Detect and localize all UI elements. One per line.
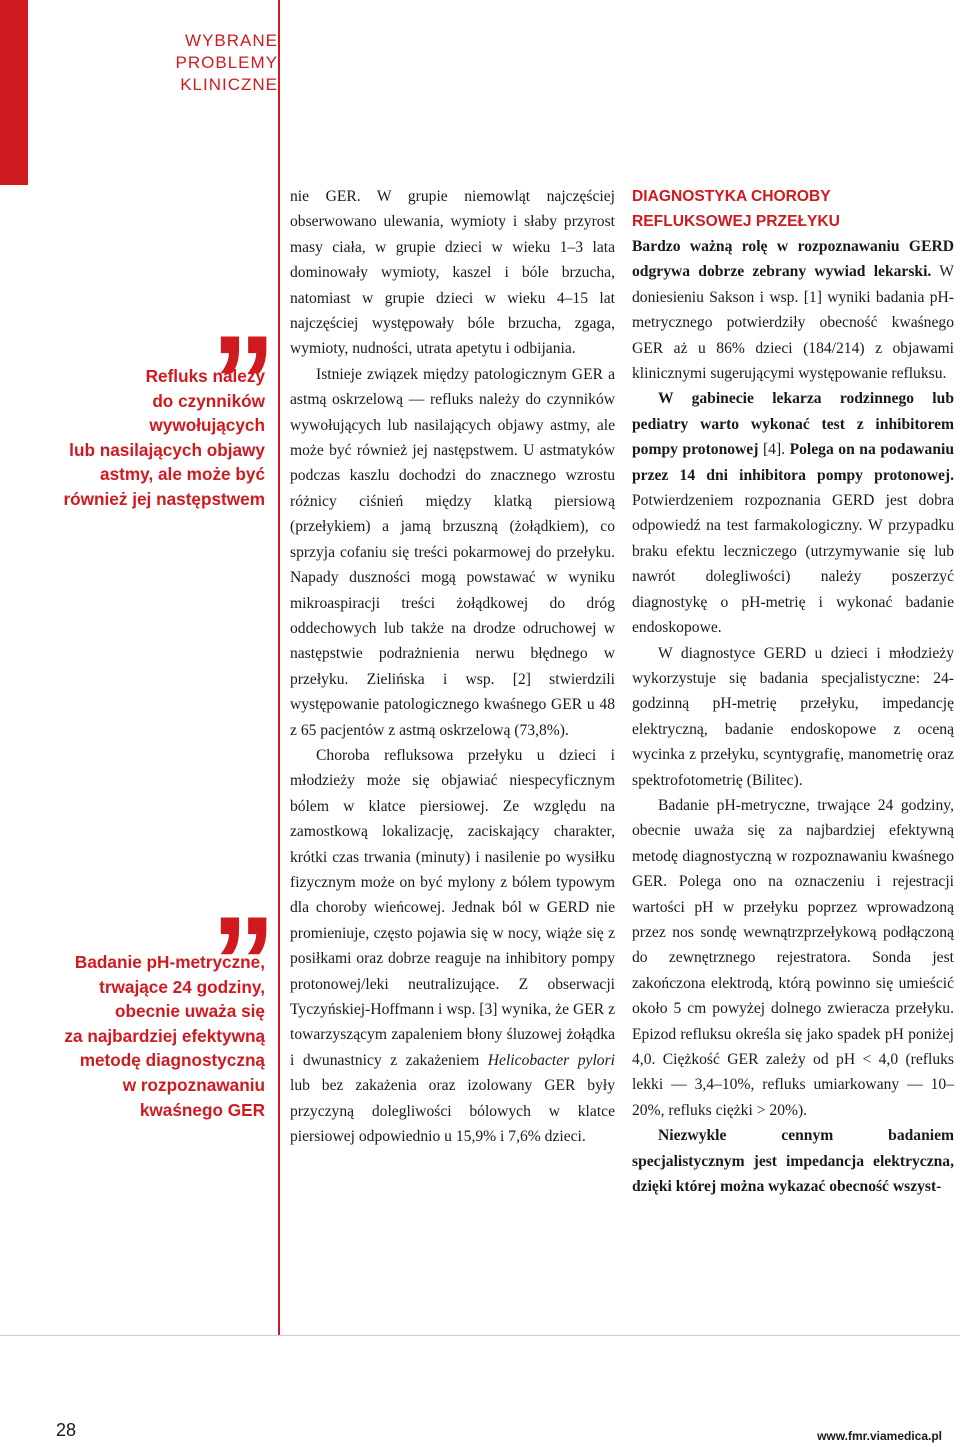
pull-quote-line: kwaśnego GER: [139, 1099, 265, 1120]
body-text: Potwierdzeniem rozpoznania GERD jest dobra odpowiedź na test farmakologiczny. W przypadku braku efektu leczniczego (utrzymywanie się lub nawrót dolegliwości) należy poszerzyć diagnostykę o pH-metrię i wykonać badanie endoskopowe.: [632, 492, 954, 637]
section-label-line: PROBLEMY: [175, 53, 278, 72]
body-paragraph: [632, 234, 954, 386]
section-label-line: WYBRANE: [185, 31, 278, 50]
column-divider: [278, 0, 280, 1335]
pull-quote-line: Badanie pH-metryczne,: [74, 952, 265, 972]
article-column-middle: [290, 184, 615, 1149]
pull-quote-line: do czynników: [152, 390, 265, 411]
pull-quote-line: w rozpoznawaniu: [122, 1074, 265, 1095]
body-text: W doniesieniu Sakson i wsp. [1] wyniki badania pH-metrycznego potwierdziły obecność kwaśnego GER aż u 86% dzieci (184/214) z objawami klinicznymi sugerującymi występowanie refluksu.: [632, 263, 954, 383]
body-paragraph: W diagnostyce GERD u dzieci i młodzieży wykorzystuje się badania specjalistyczne: 24-godzinną pH-metrię przełyku, impedancję elektryczną, badanie endoskopowe z oceną wycinka z przełyku, scyntygrafię, manometrię oraz spektrofotometrię (Bilitec).: [632, 644, 954, 789]
section-heading: DIAGNOSTYKA CHOROBY REFLUKSOWEJ PRZEŁYKU: [632, 188, 840, 230]
page-number: 28: [56, 1420, 77, 1440]
emphasis-text: Niezwykle cennym badaniem specjalistycznym jest impedancja elektryczna, dzięki której można wykazać obecność wszyst-: [632, 1127, 954, 1196]
body-paragraph: Badanie pH-metryczne, trwające 24 godziny, obecnie uważa się za najbardziej efektywną metodę diagnostyczną w rozpoznawaniu kwaśnego GER. Polega ono na oznaczeniu i rejestracji wartości pH w przełyku poprzez wprowadzoną przez nos sondę wewnątrzprzełykową podłączoną do zewnętrznego rejestratora. Sonda jest zakończona elektrodą, którą powinno się umieścić około 5 cm powyżej dolnego zwieracza przełyku. Epizod refluksu określa się jako spadek pH poniżej 4,0. Ciężkość GER zależy od pH < 4,0 (refluks lekki — 3,4–10%, refluks umiarkowany — 10–20%, refluks ciężki > 20%).: [632, 796, 954, 1119]
pull-quote-1: [40, 364, 265, 512]
emphasis-text: Polega on na podawaniu przez 14 dni inhibitora pompy protonowej.: [632, 441, 954, 484]
body-paragraph: [632, 386, 954, 640]
pull-quote-2: [40, 950, 265, 1122]
pull-quote-line: metodę diagnostyczną: [79, 1050, 265, 1071]
emphasis-text: W gabinecie lekarza rodzinnego lub pediatry warto wykonać test z inhibitorem pompy protonowej: [632, 390, 954, 459]
body-paragraph: Istnieje związek między patologicznym GER a astmą oskrzelową — refluks należy do czynników wywołujących lub nasilających objawy astmy, ale może być również jej następstwem. U astmatyków podczas kaszlu dochodzi do znacznego wzrostu różnicy ciśnień między klatką piersiową (przełykiem) a jamą brzuszną (żołądkiem), co sprzyja cofaniu się treści pokarmowej do przełyku. Napady duszności mogą powstawać w wyniku mikroaspiracji treści żołądkowej do dróg oddechowych lub także na drodze odruchowej w następstwie podrażnienia nerwu błędnego w przełyku. Zielińska i wsp. [2] stwierdzili występowanie patologicznego kwaśnego GER u 48 z 65 pacjentów z astmą oskrzelową (73,8%).: [290, 365, 615, 739]
pull-quote-line: lub nasilających objawy: [69, 439, 265, 460]
pull-quote-line: astmy, ale może być: [100, 464, 265, 485]
body-paragraph: [290, 743, 615, 1150]
pull-quote-line: trwające 24 godziny,: [99, 976, 265, 997]
body-paragraph: [632, 1123, 954, 1199]
section-color-tab: [0, 0, 28, 185]
pull-quote-line: wywołujących: [149, 415, 265, 436]
body-text: lub bez zakażenia oraz izolowany GER były przyczyną dolegliwości bólowych w klatce piersiowej odpowiednio u 15,9% i 7,6% dzieci.: [290, 1077, 615, 1146]
website-link[interactable]: www.fmr.viamedica.pl: [817, 1429, 942, 1443]
body-text: Choroba refluksowa przełyku u dzieci i młodzieży może się objawiać niespecyficznym bólem w klatce piersiowej. Ze względu na zamostkową lokalizację, zaciskający charakter, krótki czas trwania (minuty) i nasilenie po wysiłku fizycznym może on być mylony z bólem typowym dla choroby wieńcowej. Jednak ból w GERD nie promieniuje, często pojawia się w nocy, wiąże się z posiłkami oraz dobrze reaguje na inhibitory pompy protonowej/leki neutralizujące. Z obserwacji Tyczyńskiej-Hoffmann i wsp. [3] wynika, że GER z towarzyszącym zapaleniem błony śluzowej żołądka i dwunastnicy z zakażeniem: [290, 746, 615, 1069]
section-label-line: KLINICZNE: [180, 75, 278, 94]
emphasis-text: Bardzo ważną rolę w rozpoznawaniu GERD odgrywa dobrze zebrany wywiad lekarski.: [632, 238, 954, 281]
article-column-right: [632, 184, 954, 1199]
pull-quote-line: również jej następstwem: [63, 488, 265, 509]
pull-quote-line: Refluks należy: [145, 366, 265, 386]
pull-quote-line: obecnie uważa się: [115, 1001, 265, 1022]
species-name: Helicobacter pylori: [487, 1051, 615, 1069]
citation-ref: [4].: [758, 441, 790, 459]
footer-divider: [0, 1335, 960, 1336]
section-label: [120, 30, 278, 96]
body-paragraph: nie GER. W grupie niemowląt najczęściej obserwowano ulewania, wymioty i słaby przyrost masy ciała, w grupie dzieci w wieku 1–3 lata dominowały wymioty, kaszel i bóle brzucha, natomiast w grupie dzieci w wieku 4–15 lat najczęściej występowały bóle brzucha, zgaga, wymioty, nudności, utrata apetytu i odbijania.: [290, 188, 615, 358]
pull-quote-line: za najbardziej efektywną: [64, 1025, 265, 1046]
